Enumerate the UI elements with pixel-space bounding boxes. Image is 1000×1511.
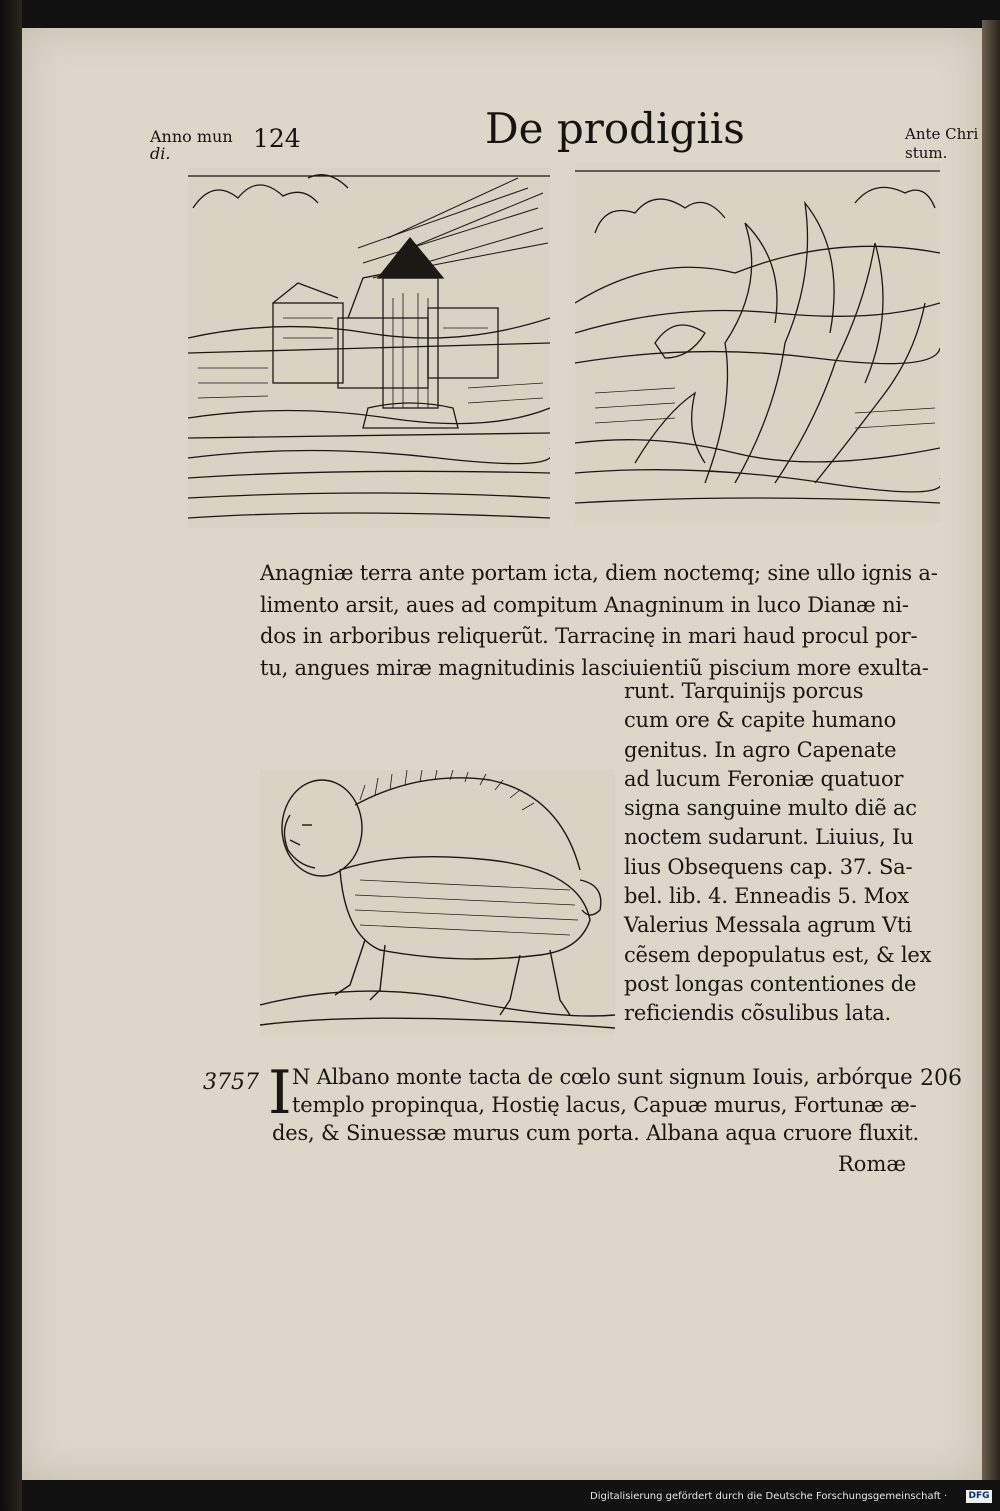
text-line: cẽsem depopulatus est, & lex: [624, 942, 932, 967]
book-spine: [0, 0, 22, 1511]
text-line: limento arsit, aues ad compitum Anagninum in luco Dianæ ni-: [260, 592, 909, 617]
text-line: cum ore & capite humano: [624, 708, 897, 733]
text-line: post longas contentiones de: [624, 971, 917, 996]
margin-year: 3757: [203, 1070, 259, 1095]
text-line: N Albano monte tacta de cœlo sunt signum Iouis, arbórque: [292, 1065, 913, 1089]
running-head-right: Ante Chri stum.: [905, 125, 979, 162]
margin-number-right: 206: [920, 1066, 962, 1091]
text-line: Valerius Messala agrum Vti: [624, 913, 912, 938]
running-head-left: Anno mun di.: [150, 127, 233, 163]
paragraph-tarquinii: [624, 677, 931, 1029]
text-line: lius Obsequens cap. 37. Sa-: [624, 854, 913, 879]
text-line: tu, angues miræ magnitudinis lasciuientiũ piscium more exulta-: [260, 655, 929, 680]
pig-woodcut: [260, 770, 615, 1035]
text-line: signa sanguine multo diẽ ac: [624, 796, 917, 821]
text-line: bel. lib. 4. Enneadis 5. Mox: [624, 884, 909, 909]
text-line: dos in arboribus reliquerũt. Tarracinę in mari haud procul por-: [260, 624, 918, 648]
castle-woodcut: [188, 168, 550, 528]
text-line: ad lucum Feroniæ quatuor: [624, 766, 904, 791]
text-line: templo propinqua, Hostię lacus, Capuæ murus, Fortunæ æ-: [292, 1093, 917, 1117]
digitization-credit: Digitalisierung gefördert durch die Deutsche Forschungsgemeinschaft ·: [590, 1491, 948, 1502]
text-line: genitus. In agro Capenate: [624, 737, 897, 762]
catchword: Romæ: [838, 1152, 907, 1176]
text-line: reficiendis cõsulibus lata.: [624, 1001, 892, 1026]
text-line: noctem sudarunt. Liuius, Iu: [624, 825, 914, 850]
paragraph-albano: [272, 1063, 919, 1147]
fire-woodcut: [575, 163, 940, 523]
page-edge: [982, 20, 1000, 1480]
text-line: Anagniæ terra ante portam icta, diem noctemq; sine ullo ignis a-: [260, 561, 938, 585]
text-line: des, & Sinuessæ murus cum porta. Albana aqua cruore fluxit.: [272, 1121, 919, 1145]
dfg-logo-icon: DFG: [966, 1490, 992, 1503]
initial-letter: I: [268, 1058, 292, 1128]
page-number: 124: [253, 124, 301, 153]
text-line: runt. Tarquinijs porcus: [624, 679, 864, 703]
paragraph-anagnia: [260, 558, 938, 684]
page-title: De prodigiis: [485, 104, 745, 153]
